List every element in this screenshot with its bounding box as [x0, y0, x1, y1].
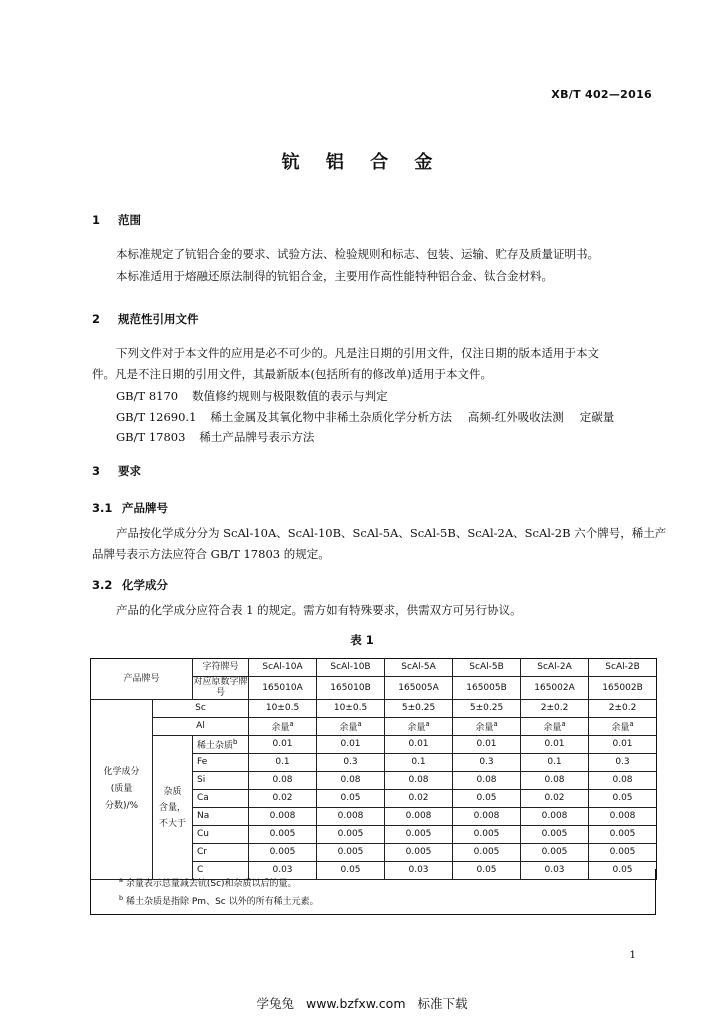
reference-title: 数值修约规则与极限数值的表示与判定: [192, 389, 388, 403]
table-cell: ScAl-5B: [453, 659, 521, 677]
table-cell: 0.1: [521, 754, 589, 772]
element-label: Sc: [153, 700, 249, 718]
table-cell: ScAl-5A: [385, 659, 453, 677]
table-cell: 0.08: [453, 772, 521, 790]
table-cell: [385, 718, 453, 736]
table-cell: 0.008: [385, 808, 453, 826]
footnote-mark: b: [119, 894, 124, 902]
section-2-para-line-2: 件。凡是不注日期的引用文件，其最新版本(包括所有的修改单)适用于本文件。: [92, 367, 492, 381]
table-cell: 0.08: [317, 772, 385, 790]
table-cell: 0.05: [453, 862, 521, 880]
footer-url[interactable]: www.bzfxw.com: [305, 996, 406, 1011]
element-label: Ca: [193, 790, 249, 808]
note-text: 余量表示总量减去钪(Sc)和杂质以后的量。: [125, 879, 297, 889]
table-cell: 165005B: [453, 677, 521, 700]
table-cell: 0.05: [317, 790, 385, 808]
table-cell: 0.08: [589, 772, 657, 790]
table-cell: [521, 718, 589, 736]
section-3-1-para-line-2: 品牌号表示方法应符合 GB/T 17803 的规定。: [92, 547, 330, 561]
table-cell: 165005A: [385, 677, 453, 700]
table-row: [91, 659, 657, 677]
table-cell: 165010A: [249, 677, 317, 700]
chemical-composition-table: [90, 658, 657, 880]
section-2-para-line-1: 下列文件对于本文件的应用是必不可少的。凡是注日期的引用文件，仅注日期的版本适用于本文: [116, 346, 599, 360]
table-cell: 0.005: [249, 826, 317, 844]
table-cell: [249, 718, 317, 736]
footnote-mark: a: [289, 720, 294, 728]
table-row: [91, 718, 657, 736]
section-number: 3: [92, 464, 101, 478]
table-cell: 0.01: [385, 736, 453, 754]
reference-title-extra: 高频-红外吸收法测: [467, 410, 564, 424]
reference-code: GB/T 17803: [116, 430, 186, 444]
table-cell: 0.03: [385, 862, 453, 880]
balance-value: 余量: [271, 723, 290, 733]
balance-value: 余量: [611, 723, 630, 733]
impurity-label-line: 含量，: [159, 802, 187, 813]
reference-item: [116, 429, 314, 445]
table-cell: 0.005: [317, 844, 385, 862]
table-cell: 0.005: [521, 844, 589, 862]
element-label: Cr: [193, 844, 249, 862]
table-cell: 0.3: [453, 754, 521, 772]
table-cell: 165002A: [521, 677, 589, 700]
table-cell: 0.008: [589, 808, 657, 826]
table-cell: 0.08: [521, 772, 589, 790]
table-cell: 0.05: [589, 862, 657, 880]
table-cell: ScAl-2B: [589, 659, 657, 677]
table-cell: 0.02: [385, 790, 453, 808]
table-cell: 0.005: [385, 844, 453, 862]
footer-slogan: 标准下载: [417, 996, 468, 1011]
section-3-1-heading: [92, 500, 168, 516]
footnote-mark: a: [561, 720, 566, 728]
table-cell: 0.005: [249, 844, 317, 862]
table-row: [91, 736, 657, 754]
footnote-mark: a: [119, 876, 123, 884]
table-cell: 0.005: [385, 826, 453, 844]
table-cell: 0.05: [453, 790, 521, 808]
table-cell: ScAl-2A: [521, 659, 589, 677]
footer-watermark: [0, 994, 724, 1012]
section-3-2-heading: [92, 577, 168, 593]
document-title: 钪 铝 合 金: [281, 152, 443, 173]
composition-header: [91, 700, 153, 880]
table-cell: 0.01: [317, 736, 385, 754]
table-cell: 165002B: [589, 677, 657, 700]
table-cell: ScAl-10A: [249, 659, 317, 677]
table-cell: 10±0.5: [317, 700, 385, 718]
element-label: Na: [193, 808, 249, 826]
section-3-2-para: 产品的化学成分应符合表 1 的规定。需方如有特殊要求，供需双方可另行协议。: [116, 603, 522, 617]
section-title: 产品牌号: [122, 501, 168, 515]
balance-value: 余量: [339, 723, 358, 733]
table-cell: 0.05: [317, 862, 385, 880]
section-3-heading: [92, 463, 141, 479]
impurity-header: [153, 736, 193, 880]
table-cell: [317, 718, 385, 736]
table-cell: 0.005: [521, 826, 589, 844]
table-caption: 表 1: [350, 633, 374, 647]
footnote-mark: b: [233, 738, 238, 746]
composition-label-line: (质量: [110, 784, 133, 794]
table-cell: 0.005: [453, 844, 521, 862]
table-row: [91, 700, 657, 718]
section-1-para-2: 本标准适用于熔融还原法制得的钪铝合金，主要用作高性能特种铝合金、钛合金材料。: [116, 269, 553, 283]
balance-value: 余量: [543, 723, 562, 733]
note-text: 稀土杂质是指除 Pm、Sc 以外的所有稀土元素。: [126, 897, 319, 907]
table-notes: [90, 869, 656, 915]
table-cell: 0.08: [385, 772, 453, 790]
table-cell: 0.01: [453, 736, 521, 754]
footnote-mark: a: [493, 720, 498, 728]
section-number: 1: [92, 213, 101, 227]
table-cell: [453, 718, 521, 736]
reference-code: GB/T 8170: [116, 389, 179, 403]
element-label: Si: [193, 772, 249, 790]
table-cell: 5±0.25: [385, 700, 453, 718]
table-cell: 0.03: [249, 862, 317, 880]
footnote-mark: a: [357, 720, 362, 728]
balance-value: 余量: [407, 723, 426, 733]
table-cell: ScAl-10B: [317, 659, 385, 677]
balance-value: 余量: [475, 723, 494, 733]
section-2-heading: [92, 311, 199, 327]
section-1-para-1: 本标准规定了钪铝合金的要求、试验方法、检验规则和标志、包装、运输、贮存及质量证明书。: [116, 247, 599, 261]
table-cell: 0.02: [249, 790, 317, 808]
table-cell: 2±0.2: [589, 700, 657, 718]
table-cell: 0.01: [589, 736, 657, 754]
section-title: 范围: [118, 213, 141, 227]
table-cell: 0.008: [521, 808, 589, 826]
composition-label-line: 分数)/%: [104, 801, 139, 811]
table-cell: 0.008: [453, 808, 521, 826]
footnote-mark: a: [425, 720, 430, 728]
brand-header: 产品牌号: [91, 659, 193, 700]
table-cell: 0.3: [317, 754, 385, 772]
element-label: Al: [153, 718, 249, 736]
composition-label-line: 化学成分: [103, 767, 140, 777]
table-cell: 10±0.5: [249, 700, 317, 718]
table-cell: 0.05: [589, 790, 657, 808]
table-cell: 0.1: [385, 754, 453, 772]
reference-code: GB/T 12690.1: [116, 410, 197, 424]
footer-site-name: 学兔兔: [256, 996, 294, 1011]
section-1-heading: [92, 212, 141, 228]
table-cell: 0.1: [249, 754, 317, 772]
num-brand-header: 对应原数字牌号: [193, 677, 248, 698]
table-cell: 0.005: [317, 826, 385, 844]
section-title: 要求: [118, 464, 141, 478]
section-3-1-para-line-1: 产品按化学成分分为 ScAl-10A、ScAl-10B、ScAl-5A、ScAl-5B、ScAl-2A、ScAl-2B 六个牌号，稀土产: [116, 526, 667, 540]
section-number: 2: [92, 312, 101, 326]
table-cell: 0.01: [249, 736, 317, 754]
section-number: 3.1: [92, 501, 113, 515]
section-number: 3.2: [92, 578, 113, 592]
reference-title: 稀土金属及其氧化物中非稀土杂质化学分析方法: [210, 410, 452, 424]
reference-item: [116, 409, 614, 425]
table-cell: 5±0.25: [453, 700, 521, 718]
impurity-label-line: 不大于: [159, 818, 187, 829]
table-cell: 0.008: [317, 808, 385, 826]
table-cell: 0.005: [589, 844, 657, 862]
table-cell: 0.008: [249, 808, 317, 826]
rare-earth-label: 稀土杂质: [197, 741, 234, 751]
char-brand-header: 字符牌号: [193, 659, 249, 677]
table-cell: 0.08: [249, 772, 317, 790]
element-label: C: [193, 862, 249, 880]
table-cell: 0.03: [521, 862, 589, 880]
section-title: 规范性引用文件: [118, 312, 199, 326]
footnote-mark: a: [629, 720, 634, 728]
reference-title: 稀土产品牌号表示方法: [199, 430, 315, 444]
table-cell: 165010B: [317, 677, 385, 700]
table-cell: 0.005: [589, 826, 657, 844]
reference-item: [116, 388, 388, 404]
standard-code: XB/T 402—2016: [551, 88, 652, 101]
element-label: Cu: [193, 826, 249, 844]
element-label: Fe: [193, 754, 249, 772]
table-note-a: [119, 876, 297, 889]
section-title: 化学成分: [122, 578, 168, 592]
table-cell: 0.3: [589, 754, 657, 772]
table-note-b: [119, 894, 319, 907]
reference-title-extra-2: 定碳量: [579, 410, 615, 424]
table-cell: 2±0.2: [521, 700, 589, 718]
impurity-label-line: 杂质: [163, 786, 182, 797]
element-label: [193, 736, 249, 754]
table-cell: 0.02: [521, 790, 589, 808]
table-cell: 0.01: [521, 736, 589, 754]
table-cell: 0.005: [453, 826, 521, 844]
table-cell: [589, 718, 657, 736]
page-number: 1: [629, 949, 636, 961]
